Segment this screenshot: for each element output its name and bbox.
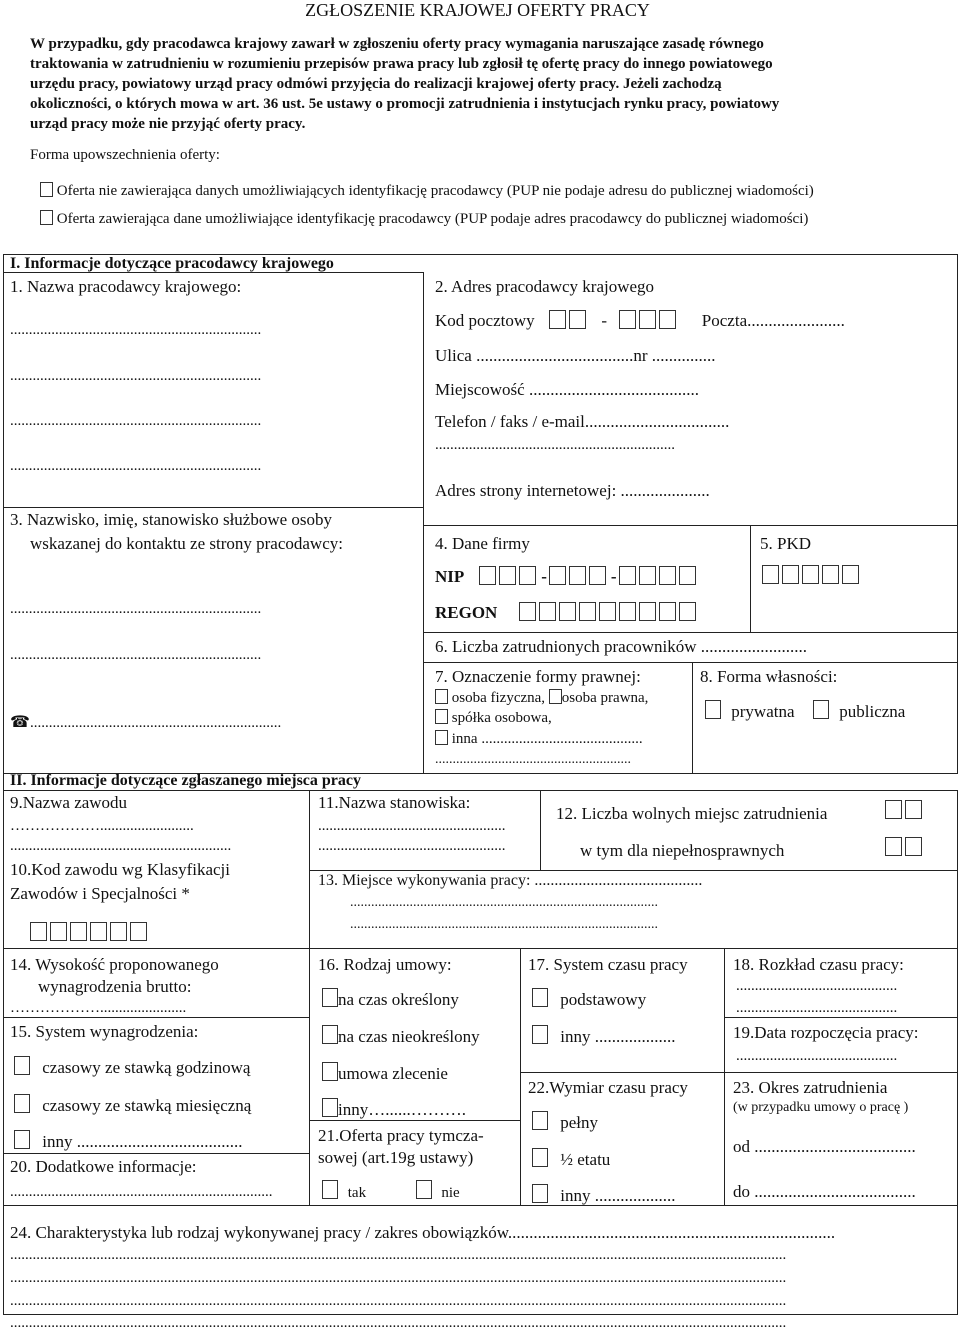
divider	[3, 1153, 309, 1154]
digit-box[interactable]	[479, 566, 496, 585]
digit-box[interactable]	[569, 310, 586, 329]
checkbox-icon[interactable]	[416, 1180, 432, 1199]
option-label: prywatna	[731, 702, 795, 721]
field11-line[interactable]: ..................................................	[318, 818, 506, 834]
forma-option-public[interactable]	[40, 210, 808, 228]
field24-label: 24. Charakterystyka lub rodzaj wykonywanej pracy / zakres obowiązków.............................................................................	[10, 1223, 836, 1242]
divider	[957, 254, 958, 773]
digit-box[interactable]	[499, 566, 516, 585]
field7-label: 7. Oznaczenie formy prawnej:	[435, 667, 641, 686]
divider	[724, 948, 725, 1205]
checkbox-icon[interactable]	[435, 709, 448, 724]
checkbox-icon[interactable]	[532, 988, 548, 1007]
digit-box[interactable]	[885, 800, 902, 819]
pkd-boxes	[762, 565, 862, 586]
field16-option	[322, 1025, 480, 1047]
divider	[3, 254, 4, 773]
field24-line[interactable]: ...............................................................................................................................................................................................................	[10, 1247, 787, 1263]
checkbox-icon[interactable]	[14, 1094, 30, 1113]
field14-label: 14. Wysokość proponowanego	[10, 955, 219, 974]
field15-option	[14, 1094, 251, 1116]
postal-code-label: Kod pocztowy	[435, 311, 535, 330]
field6[interactable]: 6. Liczba zatrudnionych pracowników .........................	[435, 637, 808, 656]
checkbox-icon[interactable]	[322, 988, 338, 1007]
field16-label: 16. Rodzaj umowy:	[318, 955, 452, 974]
field24-line[interactable]: ...............................................................................................................................................................................................................	[10, 1315, 787, 1331]
digit-box[interactable]	[519, 566, 536, 585]
field19-label: 19.Data rozpoczęcia pracy:	[733, 1023, 919, 1042]
divider	[724, 1017, 957, 1018]
field23-sublabel: (w przypadku umowy o pracę )	[733, 1100, 909, 1115]
field2-label: 2. Adres pracodawcy krajowego	[435, 277, 655, 296]
checkbox-icon[interactable]	[322, 1180, 338, 1199]
checkbox-icon[interactable]	[532, 1025, 548, 1044]
field1-line[interactable]: ...................................................................	[10, 322, 262, 338]
field14-line[interactable]: ……………….......................	[10, 1000, 187, 1016]
postal-code-row: Kod pocztowy - Poczta.......................	[435, 311, 845, 330]
digit-box[interactable]	[579, 602, 596, 621]
field21-options	[322, 1180, 460, 1202]
regon-row	[435, 602, 699, 623]
field16-option	[322, 988, 459, 1010]
digit-box[interactable]	[599, 602, 616, 621]
divider	[3, 790, 958, 791]
divider	[423, 525, 957, 526]
field13-line[interactable]: ........................................................................................	[350, 917, 658, 932]
field12-sub-label: w tym dla niepełnosprawnych	[580, 841, 785, 860]
www-field[interactable]: Adres strony internetowej: .....................	[435, 481, 710, 500]
divider	[3, 773, 4, 1315]
divider	[423, 662, 957, 663]
field3-line: ...................................................................	[29, 715, 282, 731]
checkbox-icon[interactable]	[705, 700, 721, 719]
divider	[750, 525, 751, 632]
regon-label: REGON	[435, 603, 498, 622]
field18-line[interactable]: ...........................................	[736, 978, 898, 994]
field17-option	[532, 1025, 675, 1047]
field7-line[interactable]: ........................................................	[435, 752, 631, 767]
poczta-field[interactable]: Poczta.......................	[701, 311, 845, 330]
field22-label: 22.Wymiar czasu pracy	[528, 1078, 688, 1097]
digit-box[interactable]	[110, 922, 127, 941]
field9-label: 9.Nazwa zawodu	[10, 793, 128, 812]
divider	[3, 948, 958, 949]
option-label[interactable]: inny .......................................	[42, 1132, 243, 1151]
intro-line: W przypadku, gdy pracodawca krajowy zawarł w zgłoszeniu oferty pracy wymagania naruszające zasadę równego	[30, 36, 764, 52]
option-label: na czas określony	[338, 990, 459, 1009]
digit-box[interactable]	[569, 566, 586, 585]
digit-box[interactable]	[679, 602, 696, 621]
field15-label: 15. System wynagrodzenia:	[10, 1022, 199, 1041]
field3-phone-row[interactable]	[10, 712, 281, 732]
intro-line: okoliczności, o których mowa w art. 36 ust. 5e ustawy o promocji zatrudnienia i instytucjach rynku pracy, powiatowy	[30, 96, 780, 112]
divider	[3, 1017, 309, 1018]
divider	[423, 272, 424, 773]
option-label[interactable]: inny ...................	[560, 1027, 676, 1046]
kod-zawodu-boxes	[30, 922, 150, 943]
forma-option-anon[interactable]	[40, 182, 814, 200]
checkbox-icon[interactable]	[40, 210, 53, 225]
digit-box[interactable]	[905, 837, 922, 856]
field3-label: 3. Nazwisko, imię, stanowisko służbowe osoby	[10, 510, 333, 529]
field5-label: 5. PKD	[760, 534, 812, 553]
intro-line: urzędu pracy, powiatowy urząd pracy odmówi przyjęcia do realizacji krajowej oferty pracy. Jeżeli zachodzą	[30, 76, 722, 92]
field8-label: 8. Forma własności:	[700, 667, 838, 686]
nip-label: NIP	[435, 567, 465, 586]
field18-line[interactable]: ...........................................	[736, 1000, 898, 1016]
checkbox-icon[interactable]	[435, 730, 448, 745]
field3-line[interactable]: ...................................................................	[10, 647, 262, 663]
phone-icon: ☎	[10, 714, 30, 731]
digit-box[interactable]	[589, 566, 606, 585]
field15-option	[14, 1056, 250, 1078]
divider	[520, 948, 521, 1205]
page-title: ZGŁOSZENIE KRAJOWEJ OFERTY PRACY	[305, 0, 650, 20]
miejscowosc-field[interactable]: Miejscowość ........................................	[435, 380, 699, 399]
field9-line[interactable]: ...........................................................	[10, 838, 232, 854]
digit-box[interactable]	[519, 602, 536, 621]
option-label: publiczna	[839, 702, 906, 721]
field20-line[interactable]: ......................................................................	[10, 1184, 273, 1200]
field21-label: 21.Oferta pracy tymcza-	[318, 1126, 484, 1145]
digit-box[interactable]	[659, 566, 676, 585]
digit-box[interactable]	[130, 922, 147, 941]
field17-label: 17. System czasu pracy	[528, 955, 688, 974]
field24-line[interactable]: ...............................................................................................................................................................................................................	[10, 1270, 787, 1286]
digit-box[interactable]	[619, 602, 636, 621]
field22-option	[532, 1148, 610, 1170]
nip-row: NIP - -	[435, 566, 699, 587]
digit-box[interactable]	[539, 602, 556, 621]
section1-heading: I. Informacje dotyczące pracodawcy krajowego	[10, 255, 334, 272]
digit-box[interactable]	[842, 565, 859, 584]
field17-option	[532, 988, 646, 1010]
checkbox-icon[interactable]	[322, 1062, 338, 1081]
checkbox-icon[interactable]	[813, 700, 829, 719]
checkbox-icon[interactable]	[322, 1025, 338, 1044]
digit-box[interactable]	[559, 602, 576, 621]
digit-box[interactable]	[679, 566, 696, 585]
field8-options	[705, 700, 905, 722]
field12-boxes	[885, 800, 925, 821]
field10-label: Zawodów i Specjalności *	[10, 884, 190, 903]
field16-option	[322, 1062, 448, 1084]
divider	[3, 507, 423, 508]
field14-label: wynagrodzenia brutto:	[38, 977, 192, 996]
option-label: na czas nieokreślony	[338, 1027, 480, 1046]
digit-box[interactable]	[885, 837, 902, 856]
forma-label: Forma upowszechnienia oferty:	[30, 147, 220, 163]
checkbox-icon[interactable]	[435, 689, 448, 704]
digit-box[interactable]	[30, 922, 47, 941]
option-label: spółka osobowa,	[451, 710, 552, 726]
option-label: tak	[347, 1185, 367, 1201]
digit-box[interactable]	[90, 922, 107, 941]
field12-label: 12. Liczba wolnych miejsc zatrudnienia	[556, 804, 828, 823]
digit-box[interactable]	[659, 602, 676, 621]
option-label: czasowy ze stawką godzinową	[42, 1058, 251, 1077]
field13[interactable]: 13. Miejsce wykonywania pracy: ..........................................	[318, 872, 703, 889]
digit-box[interactable]	[639, 310, 656, 329]
divider	[692, 662, 693, 773]
divider	[3, 1205, 958, 1206]
option-label: osoba prawna,	[561, 690, 649, 706]
digit-box[interactable]	[70, 922, 87, 941]
forma-option-anon-label: Oferta nie zawierająca danych umożliwiających identyfikację pracodawcy (PUP nie podaje adresu do publicznej wiadomości)	[56, 183, 814, 199]
field7-options-row2	[435, 709, 552, 727]
ulica-field[interactable]: Ulica .....................................nr ...............	[435, 346, 716, 365]
field20-label: 20. Dodatkowe informacje:	[10, 1157, 197, 1176]
field23-from[interactable]: od ......................................	[733, 1137, 916, 1156]
field16-option	[322, 1098, 466, 1120]
digit-box[interactable]	[50, 922, 67, 941]
digit-box[interactable]	[619, 566, 636, 585]
field12-sub-boxes	[885, 837, 925, 858]
checkbox-icon[interactable]	[549, 689, 562, 704]
field22-option	[532, 1184, 675, 1206]
checkbox-icon[interactable]	[532, 1184, 548, 1203]
digit-box[interactable]	[549, 566, 566, 585]
divider	[520, 1072, 957, 1073]
option-label[interactable]: inny ...................	[560, 1186, 676, 1205]
field23-label: 23. Okres zatrudnienia	[733, 1078, 888, 1097]
option-label[interactable]: inny…......……….	[338, 1100, 466, 1119]
field21-label: sowej (art.19g ustawy)	[318, 1148, 474, 1167]
digit-box[interactable]	[802, 565, 819, 584]
divider	[540, 790, 541, 870]
field15-option	[14, 1130, 242, 1152]
option-label: umowa zlecenie	[338, 1064, 448, 1083]
forma-option-public-label: Oferta zawierająca dane umożliwiające identyfikację pracodawcy (PUP podaje adres pracodawcy do publicznej wiadomości)	[56, 211, 809, 227]
digit-box[interactable]	[782, 565, 799, 584]
telefon-line[interactable]: ................................................................	[435, 437, 675, 453]
digit-box[interactable]	[549, 310, 566, 329]
divider	[309, 1120, 520, 1121]
digit-box[interactable]	[639, 566, 656, 585]
divider	[309, 870, 957, 871]
checkbox-icon[interactable]	[14, 1056, 30, 1075]
option-label: ½ etatu	[560, 1150, 611, 1169]
field23-to[interactable]: do ......................................	[733, 1182, 916, 1201]
field4-label: 4. Dane firmy	[435, 534, 530, 553]
option-label: pełny	[560, 1113, 599, 1132]
option-label: czasowy ze stawką miesięczną	[42, 1096, 252, 1115]
checkbox-icon[interactable]	[40, 182, 53, 197]
checkbox-icon[interactable]	[14, 1130, 30, 1149]
divider	[423, 632, 957, 633]
divider	[309, 790, 310, 1205]
field1-line[interactable]: ...................................................................	[10, 458, 262, 474]
field24-line[interactable]: ...............................................................................................................................................................................................................	[10, 1293, 787, 1309]
field1-label: 1. Nazwa pracodawcy krajowego:	[10, 277, 242, 296]
option-label: osoba fizyczna,	[451, 690, 546, 706]
field10-label: 10.Kod zawodu wg Klasyfikacji	[10, 860, 231, 879]
field7-options-row3	[435, 730, 643, 748]
field11-label: 11.Nazwa stanowiska:	[318, 793, 471, 812]
field19-line[interactable]: ...........................................	[736, 1048, 898, 1064]
digit-box[interactable]	[762, 565, 779, 584]
digit-box[interactable]	[822, 565, 839, 584]
checkbox-icon[interactable]	[532, 1111, 548, 1130]
field1-line[interactable]: ...................................................................	[10, 368, 262, 384]
field13-line[interactable]: ........................................................................................	[350, 895, 658, 910]
digit-box[interactable]	[619, 310, 636, 329]
field11-line[interactable]: ..................................................	[318, 838, 506, 854]
field18-label: 18. Rozkład czasu pracy:	[733, 955, 904, 974]
field9-line[interactable]: ……………….........................	[10, 818, 194, 834]
field1-line[interactable]: ...................................................................	[10, 413, 262, 429]
option-label: podstawowy	[560, 990, 647, 1009]
checkbox-icon[interactable]	[532, 1148, 548, 1167]
intro-line: traktowania w zatrudnieniu w rozumieniu przepisów prawa pracy lub zgłosił tę ofertę pracy do innego powiatowego	[30, 56, 773, 72]
field22-option	[532, 1111, 598, 1133]
option-label[interactable]: inna ...........................................	[451, 731, 643, 747]
digit-box[interactable]	[639, 602, 656, 621]
section2-heading: II. Informacje dotyczące zgłaszanego miejsca pracy	[10, 772, 362, 789]
digit-box[interactable]	[905, 800, 922, 819]
intro-line: urząd pracy może nie przyjąć oferty pracy.	[30, 116, 306, 132]
digit-box[interactable]	[659, 310, 676, 329]
telefon-field[interactable]: Telefon / faks / e-mail..................................	[435, 412, 730, 431]
field3-label: wskazanej do kontaktu ze strony pracodawcy:	[30, 534, 343, 553]
checkbox-icon[interactable]	[322, 1098, 338, 1117]
option-label: nie	[441, 1185, 460, 1201]
field7-options-row1	[435, 689, 648, 707]
divider	[957, 790, 958, 1315]
field3-line[interactable]: ...................................................................	[10, 601, 262, 617]
